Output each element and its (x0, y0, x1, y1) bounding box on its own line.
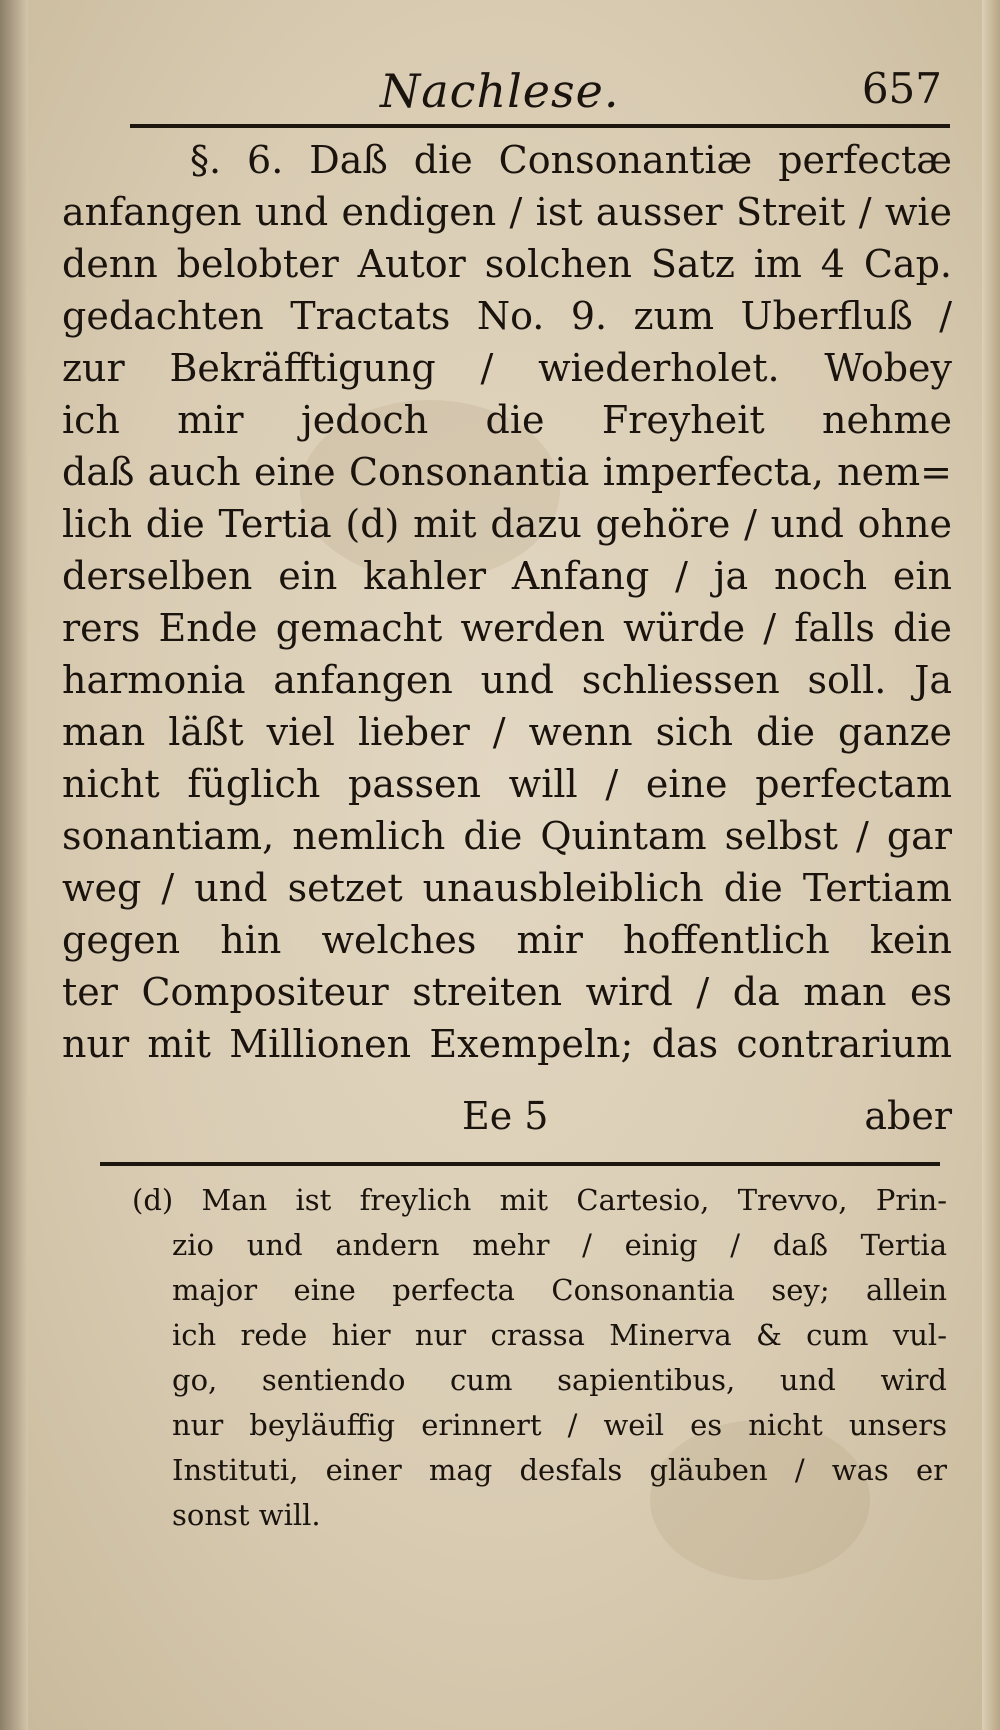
text-line: zur Bekräfftigung / wiederholet. Wobey (62, 346, 952, 390)
footnote-line: Instituti, einer mag desfals gläuben / was er (172, 1453, 947, 1487)
footnote-block (132, 1178, 947, 1538)
text-line: ich mir jedoch die Freyheit nehme (62, 398, 952, 442)
footnote-rule (100, 1162, 940, 1166)
footnote-line: go, sentiendo cum sapientibus, und wird (172, 1363, 947, 1397)
text-line: daß auch eine Consonantia imperfecta, nem= (62, 450, 952, 494)
page-header (130, 62, 950, 132)
running-title: Nachlese. (380, 64, 620, 118)
text-line: nicht füglich passen will / eine perfectam (62, 762, 952, 806)
text-line: denn belobter Autor solchen Satz im 4 Cap. (62, 242, 952, 286)
footnote-line: zio und andern mehr / einig / daß Tertia (172, 1228, 947, 1262)
text-line: nur mit Millionen Exempeln; das contrarium (62, 1022, 952, 1066)
main-text (62, 134, 952, 1070)
text-line: gedachten Tractats No. 9. zum Uberfluß / (62, 294, 952, 338)
footnote-line: sonst will. (172, 1498, 321, 1532)
text-line: sonantiam, nemlich die Quintam selbst / gar (62, 814, 952, 858)
text-line: anfangen und endigen / ist ausser Streit / wie (62, 190, 952, 234)
footnote-line: (d) Man ist freylich mit Cartesio, Trevvo, Prin- (132, 1183, 947, 1217)
text-line: ter Compositeur streiten wird / da man es (62, 970, 952, 1014)
footnote-line: major eine perfecta Consonantia sey; allein (172, 1273, 947, 1307)
signature-mark: Ee 5 (462, 1094, 549, 1138)
catchline (62, 1094, 952, 1146)
text-line: rers Ende gemacht werden würde / falls die (62, 606, 952, 650)
footnote-line: ich rede hier nur crassa Minerva & cum vul- (172, 1318, 947, 1352)
text-line: man läßt viel lieber / wenn sich die ganze (62, 710, 952, 754)
text-line: §. 6. Daß die Consonantiæ perfectæ (190, 138, 952, 182)
text-line: weg / und setzet unausbleiblich die Tertiam (62, 866, 952, 910)
footnote-line: nur beyläuffig erinnert / weil es nicht unsers (172, 1408, 947, 1442)
text-line: derselben ein kahler Anfang / ja noch ein (62, 554, 952, 598)
text-line: harmonia anfangen und schliessen soll. Ja (62, 658, 952, 702)
page-number: 657 (861, 64, 942, 113)
text-line: lich die Tertia (d) mit dazu gehöre / und ohne (62, 502, 952, 546)
header-rule (130, 124, 950, 128)
page-edge (982, 0, 1000, 1730)
text-line: gegen hin welches mir hoffentlich kein (62, 918, 952, 962)
page-gutter-shadow (0, 0, 28, 1730)
catchword: aber (864, 1094, 952, 1138)
